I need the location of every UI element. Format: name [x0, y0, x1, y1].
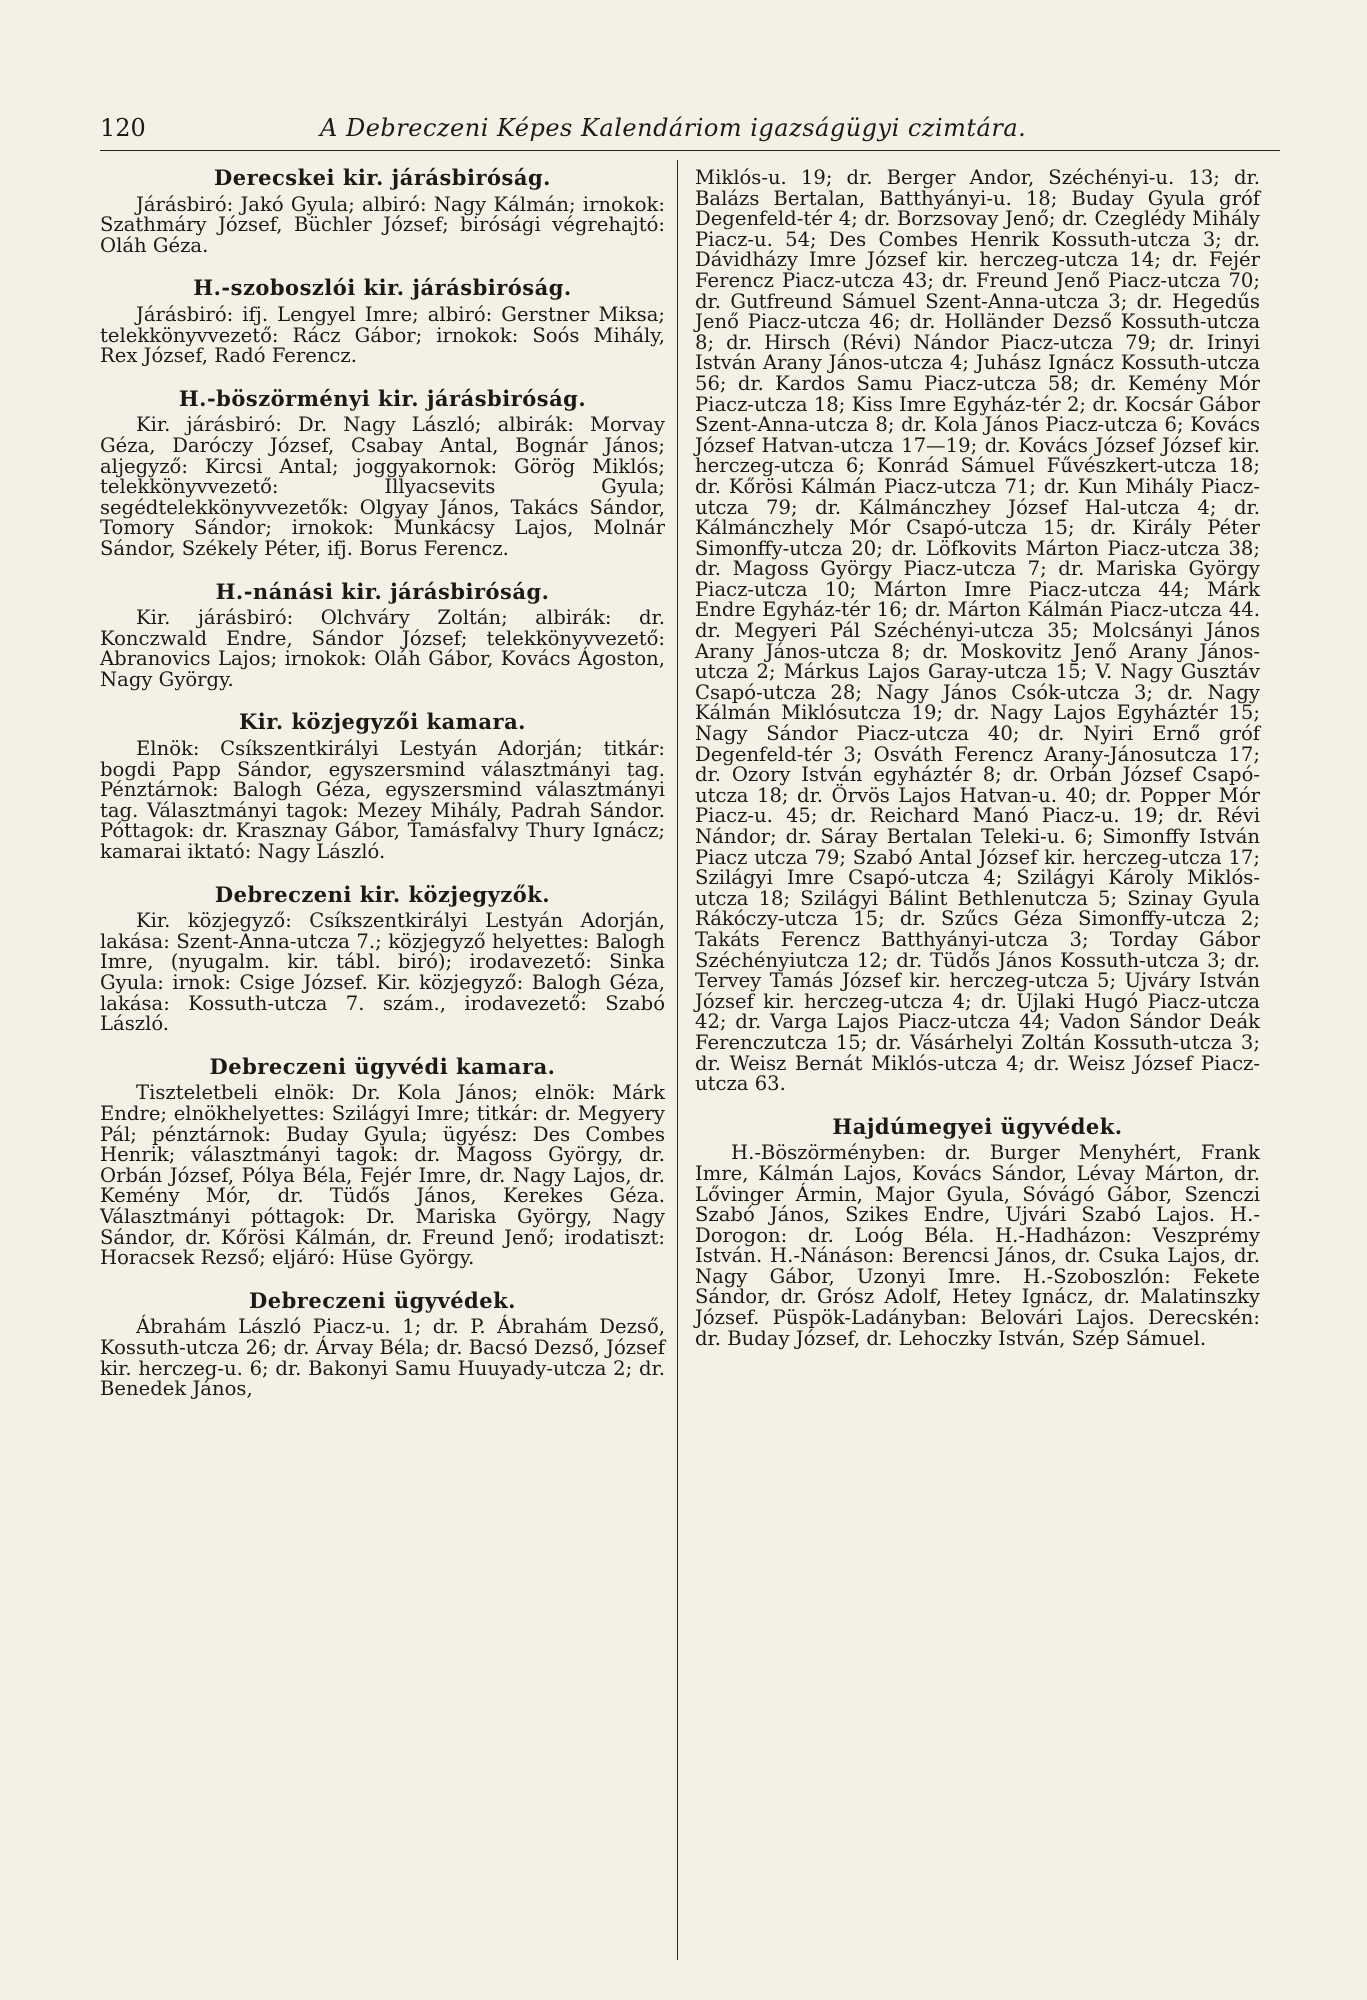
section-kozjegyzok	[100, 881, 665, 1036]
ugyvedek-continuation	[695, 168, 1260, 1095]
section-heading: Debreczeni ügyvédek.	[249, 1287, 516, 1313]
section-text: Kir. járásbiró: Olchváry Zoltán; albirák: dr. Konczwald Endre, Sándor József; telekkönyvvezető: Abranovics Lajos; irnokok: Oláh Gábor, Kovács Ágoston, Nagy György.	[100, 606, 665, 691]
section-text: Tiszteletbeli elnök: Dr. Kola János; elnök: Márk Endre; elnökhelyettes: Szilágyi Imre; titkár: dr. Megyery Pál; pénztárnok: Buday Gyula; ügyész: Des Combes Henrik; választmányi tagok: dr. Magoss György, dr. Orbán József, Pólya Béla, Fejér Imre, dr. Nagy Lajos, dr. Kemény Mór, dr. Tüdős János, Kerekes Géza. Választmányi póttagok: Dr. Mariska György, Nagy Sándor, dr. Kőrösi Kálmán, dr. Freund Jenő; irodatiszt: Horacsek Rezső; eljáró: Hüse György.	[100, 1081, 665, 1270]
left-column	[100, 165, 665, 1422]
section-derecske	[100, 165, 665, 257]
continuation-text: Miklós-u. 19; dr. Berger Andor, Széchényi-u. 13; dr. Balázs Bertalan, Batthyányi-u. 18; Buday Gyula gróf Degenfeld-tér 4; dr. Borzsovay Jenő; dr. Czeglédy Mihály Piacz-u. 54; Des Combes Henrik Kossuth-utcza 3; dr. Dávidházy Imre József kir. herczeg-utcza 14; dr. Fejér Ferencz Piacz-utcza 43; dr. Freund Jenő Piacz-utcza 70; dr. Gutfreund Sámuel Szent-Anna-utcza 3; dr. Hegedűs Jenő Piacz-utcza 46; dr. Holländer Dezső Kossuth-utcza 8; dr. Hirsch (Révi) Nándor Piacz-utcza 79; dr. Irinyi István Arany János-utcza 4; Juhász Ignácz Kossuth-utcza 56; dr. Kardos Samu Piacz-utcza 58; dr. Kemény Mór Piacz-utcza 18; Kiss Imre Egyház-tér 2; dr. Kocsár Gábor Szent-Anna-utcza 8; dr. Kola János Piacz-utcza 6; Kovács József Hatvan-utcza 17—19; dr. Kovács József József kir. herczeg-utcza 6; Konrád Sámuel Fűvészkert-utcza 18; dr. Kőrösi Kálmán Piacz-utcza 71; dr. Kun Mihály Piacz-utcza 79; dr. Kálmánczhey József Hal-utcza 4; dr. Kálmánczhely Mór Csapó-utcza 15; dr. Király Péter Simonffy-utcza 20; dr. Löfkovits Márton Piacz-utcza 38; dr. Magoss György Piacz-utcza 7; dr. Mariska György Piacz-utcza 10; Márton Imre Piacz-utcza 44; Márk Endre Egyház-tér 16; dr. Márton Kálmán Piacz-utcza 44. dr. Megyeri Pál Széchényi-utcza 35; Molcsányi János Arany János-utcza 8; dr. Moskovitz Jenő Arany János-utcza 2; Márkus Lajos Garay-utcza 15; V. Nagy Gusztáv Csapó-utcza 28; Nagy János Csók-utcza 3; dr. Nagy Kálmán Miklósutcza 19; dr. Nagy Lajos Egyháztér 15; Nagy Sándor Piacz-utcza 40; dr. Nyiri Ernő gróf Degenfeld-tér 3; Osváth Ferencz Arany-Jánosutcza 17; dr. Ozory István egyháztér 8; dr. Orbán József Csapó-utcza 18; dr. Örvös Lajos Hatvan-u. 40; dr. Popper Mór Piacz-u. 45; dr. Reichard Manó Piacz-u. 19; dr. Révi Nándor; dr. Sáray Bertalan Teleki-u. 6; Simonffy István Piacz utcza 79; Szabó Antal József kir. herczeg-utcza 17; Szilágyi Imre Csapó-utcza 4; Szilágyi Károly Miklós-utcza 18; Szilágyi Bálint Bethlenutcza 5; Szinay Gyula Rákóczy-utcza 15; dr. Szűcs Géza Simonffy-utcza 2; Takáts Ferencz Batthyányi-utcza 3; Torday Gábor Széchényiutcza 12; dr. Tüdős János Kossuth-utcza 3; dr. Tervey Tamás József kir. herczeg-utcza 5; Ujváry István József kir. herczeg-utcza 4; dr. Ujlaki Hugó Piacz-utcza 42; dr. Varga Lajos Piacz-utcza 44; Vadon Sándor Deák Ferenczutcza 15; dr. Vásárhelyi Zoltán Kossuth-utcza 3; dr. Weisz Bernát Miklós-utcza 4; dr. Weisz József Piacz-utcza 63.	[695, 166, 1260, 1096]
section-hnanas	[100, 578, 665, 691]
section-text: Kir. járásbiró: Dr. Nagy László; albirák: Morvay Géza, Daróczy József, Csabay Antal, Bognár János; aljegyző: Kircsi Antal; joggyakornok: Görög Miklós; telekkönyvvezető: Illyacsevits Gyula; segédtelekkönyvvezetők: Olgyay János, Takács Sándor, Tomory Sándor; irnokok: Munkácsy Lajos, Molnár Sándor, Székely Péter, ifj. Borus Ferencz.	[100, 413, 665, 560]
page-header	[100, 110, 1280, 151]
section-heading: H.-nánási kir. járásbiróság.	[215, 578, 550, 604]
section-heading: Debreczeni ügyvédi kamara.	[209, 1053, 556, 1079]
section-hboszormeny	[100, 385, 665, 560]
section-ugyvedi-kamara	[100, 1053, 665, 1270]
section-kozjegyzoi-kamara	[100, 709, 665, 864]
section-text: H.-Böszörményben: dr. Burger Menyhért, Frank Imre, Kálmán Lajos, Kovács Sándor, Lévay Márton, dr. Lővinger Ármin, Major Gyula, Sóvágó Gábor, Szenczi Szabó János, Szikes Endre, Ujvári Szabó Lajos. H.-Dorogon: dr. Loóg Béla. H.-Hadházon: Veszprémy István. H.-Nánáson: Berencsi János, dr. Csuka Lajos, dr. Nagy Gábor, Uzonyi Imre. H.-Szoboszlón: Fekete Sándor, dr. Grósz Adolf, Hetey Ignácz, dr. Malatinszky József. Püspök-Ladányban: Belovári Lajos. Derecskén: dr. Buday József, dr. Lehoczky István, Szép Sámuel.	[695, 1141, 1260, 1350]
section-hszoboszlo	[100, 275, 665, 368]
section-heading: Debreczeni kir. közjegyzők.	[214, 881, 551, 907]
section-text: Járásbiró: Jakó Gyula; albiró: Nagy Kálmán; irnokok: Szathmáry József, Büchler József; birósági végrehajtó: Oláh Géza.	[100, 192, 665, 257]
section-heading: Hajdúmegyei ügyvédek.	[832, 1113, 1123, 1139]
right-column	[695, 168, 1260, 1371]
section-text: Elnök: Csíkszentkirályi Lestyán Adorján; titkár: bogdi Papp Sándor, egyszersmind választmányi tag. Pénztárnok: Balogh Géza, egyszersmind választmányi tag. Választmányi tagok: Mezey Mihály, Padrah Sándor. Póttagok: dr. Krasznay Gábor, Tamásfalvy Thury Ignácz; kamarai iktató: Nagy László.	[100, 737, 665, 864]
page-number: 120	[100, 114, 146, 142]
section-heading: H.-böszörményi kir. járásbiróság.	[178, 385, 587, 411]
section-text: Kir. közjegyző: Csíkszentkirályi Lestyán Adorján, lakása: Szent-Anna-utcza 7.; közjegyző helyettes: Balogh Imre, (nyugalm. kir. tábl. biró); irodavezető: Sinka Gyula: irnok: Csige József. Kir. közjegyző: Balogh Géza, lakása: Kossuth-utcza 7. szám., irodavezető: Szabó László.	[100, 909, 665, 1036]
column-divider	[677, 160, 678, 1960]
section-text: Járásbiró: ifj. Lengyel Imre; albiró: Gerstner Miksa; telekkönyvvezető: Rácz Gábor; irnokok: Soós Mihály, Rex József, Radó Ferencz.	[100, 302, 665, 368]
section-heading: H.-szoboszlói kir. járásbiróság.	[193, 275, 572, 301]
section-heading: Derecskei kir. járásbiróság.	[214, 165, 551, 190]
section-heading: Kir. közjegyzői kamara.	[238, 709, 526, 735]
section-debreczeni-ugyvedek	[100, 1287, 665, 1401]
running-title: A Debreczeni Képes Kalendáriom igazságügyi czimtára.	[320, 114, 1027, 142]
section-text: Ábrahám László Piacz-u. 1; dr. P. Ábrahám Dezső, Kossuth-utcza 26; dr. Árvay Béla; dr. Bacsó Dezső, József kir. herczeg-u. 6; dr. Bakonyi Samu Huuyady-utcza 2; dr. Benedek János,	[100, 1315, 665, 1401]
section-hajdumegyei-ugyvedek	[695, 1113, 1260, 1350]
